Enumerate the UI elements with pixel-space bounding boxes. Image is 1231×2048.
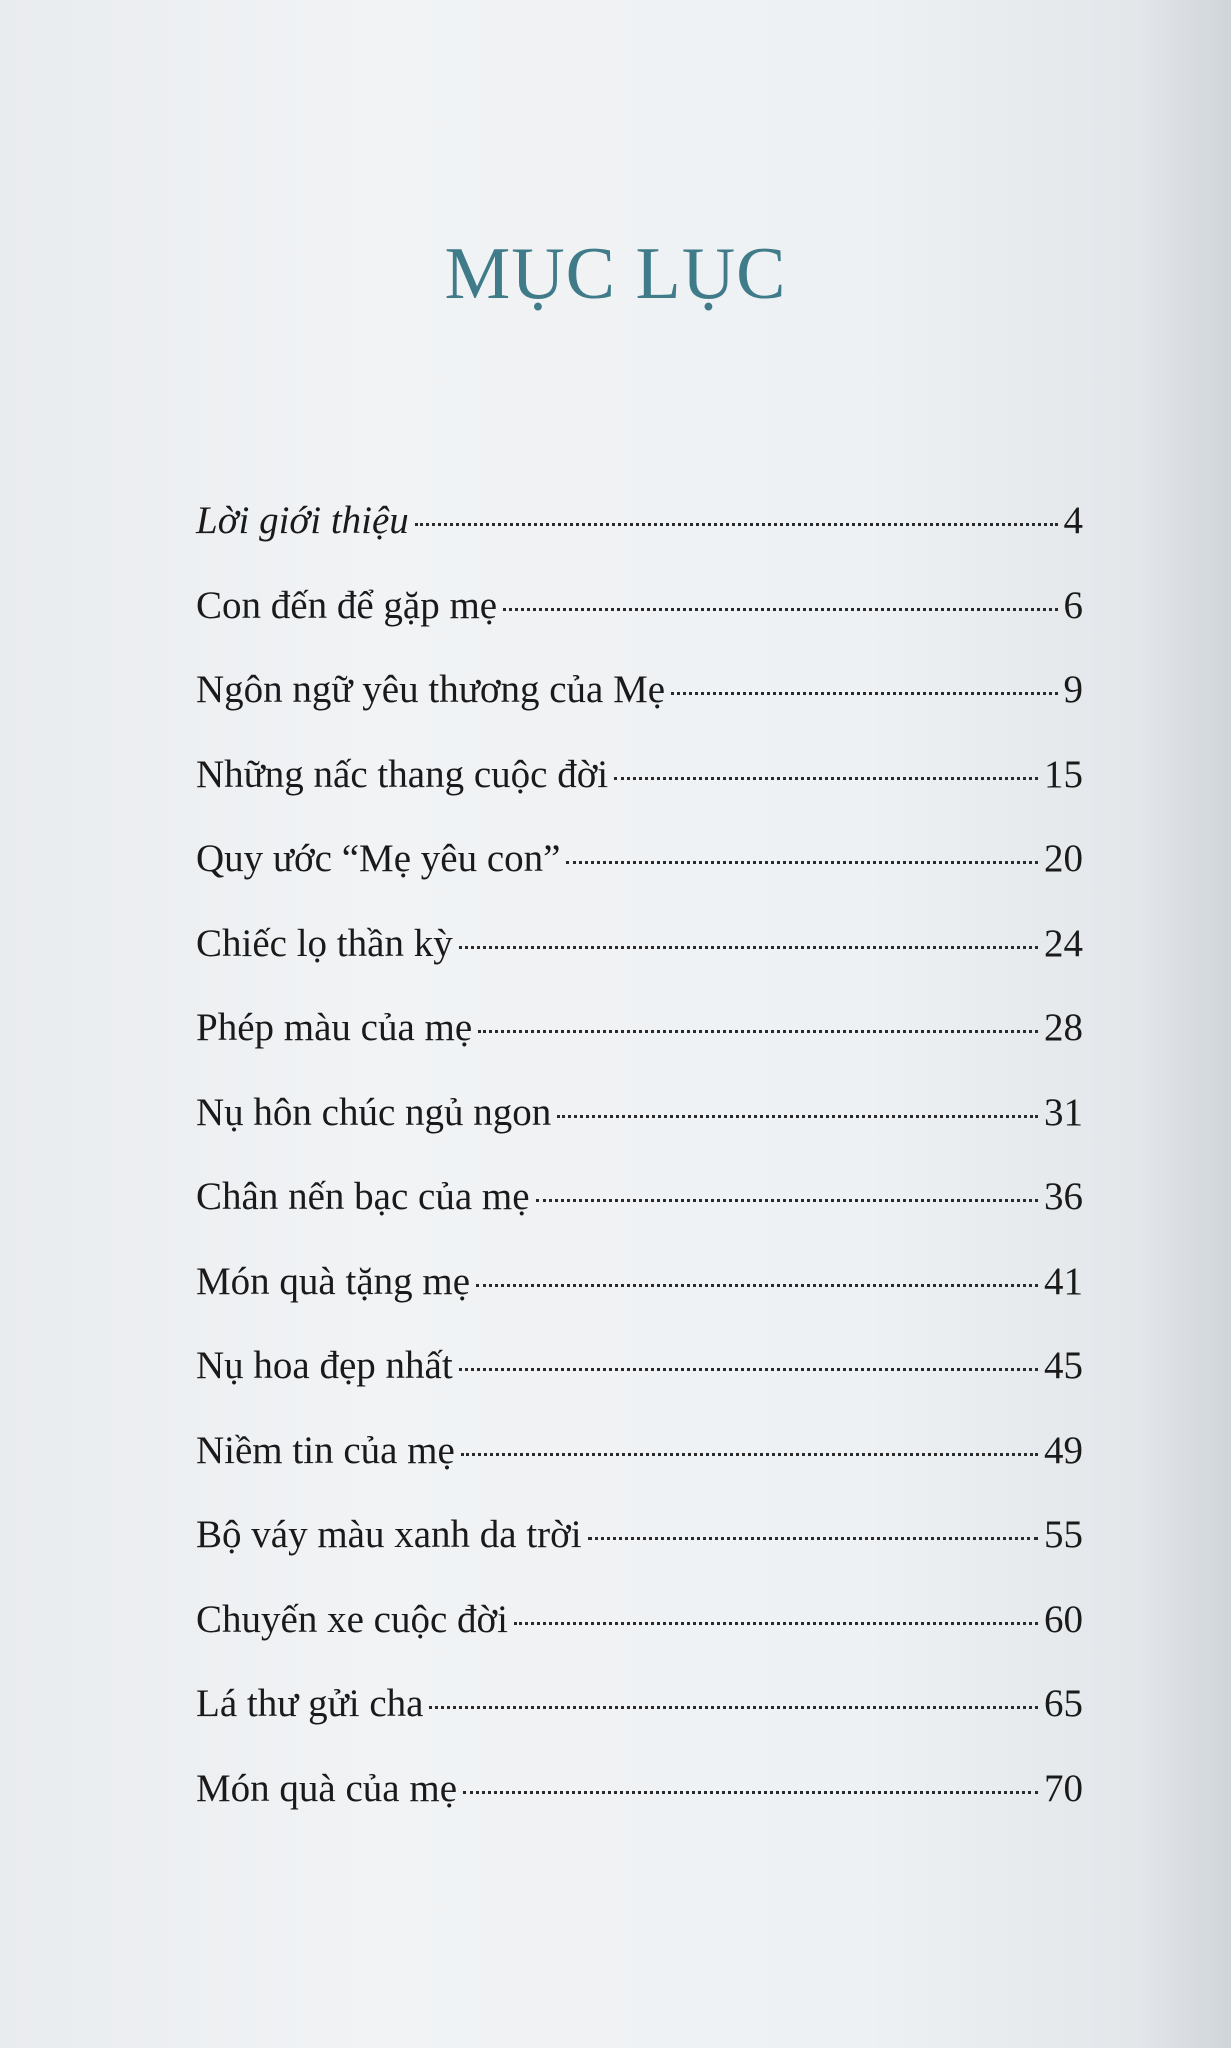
toc-entry-page: 31 bbox=[1044, 1090, 1083, 1134]
toc-entry-page: 41 bbox=[1044, 1259, 1083, 1303]
toc-entry-nu-hon-chuc-ngu-ngon bbox=[196, 1090, 1083, 1175]
table-of-contents bbox=[196, 498, 1083, 1850]
dot-leader bbox=[478, 1030, 1038, 1033]
dot-leader bbox=[557, 1115, 1038, 1118]
toc-entry-niem-tin-cua-me bbox=[196, 1428, 1083, 1513]
toc-entry-label: Phép màu của mẹ bbox=[196, 1006, 473, 1049]
dot-leader bbox=[476, 1284, 1038, 1287]
toc-entry-con-den-de-gap-me bbox=[196, 583, 1083, 668]
toc-entry-chan-nen-bac bbox=[196, 1174, 1083, 1259]
toc-entry-label: Bộ váy màu xanh da trời bbox=[196, 1513, 582, 1556]
toc-entry-label: Lá thư gửi cha bbox=[196, 1682, 424, 1725]
toc-entry-mon-qua-cua-me bbox=[196, 1766, 1083, 1851]
dot-leader bbox=[566, 861, 1038, 864]
dot-leader bbox=[514, 1622, 1038, 1625]
dot-leader bbox=[459, 946, 1038, 949]
toc-entry-page: 70 bbox=[1044, 1766, 1083, 1810]
toc-entry-page: 20 bbox=[1044, 837, 1083, 880]
toc-entry-mon-qua-tang-me bbox=[196, 1259, 1083, 1344]
toc-entry-quy-uoc bbox=[196, 836, 1083, 921]
dot-leader bbox=[461, 1453, 1038, 1456]
toc-entry-label: Chuyến xe cuộc đời bbox=[196, 1597, 508, 1641]
toc-entry-page: 45 bbox=[1044, 1344, 1083, 1387]
dot-leader bbox=[415, 523, 1058, 526]
toc-entry-label: Những nấc thang cuộc đời bbox=[196, 752, 609, 796]
dot-leader bbox=[463, 1791, 1038, 1794]
toc-entry-page: 24 bbox=[1044, 921, 1083, 965]
toc-entry-page: 49 bbox=[1044, 1428, 1083, 1472]
toc-entry-label: Món quà tặng mẹ bbox=[196, 1259, 471, 1303]
dot-leader bbox=[614, 777, 1038, 780]
toc-entry-page: 28 bbox=[1044, 1006, 1083, 1049]
toc-entry-page: 60 bbox=[1044, 1597, 1083, 1641]
dot-leader bbox=[459, 1368, 1038, 1371]
toc-entry-page: 55 bbox=[1044, 1513, 1083, 1556]
toc-entry-chuyen-xe-cuoc-doi bbox=[196, 1597, 1083, 1682]
toc-entry-label: Nụ hoa đẹp nhất bbox=[196, 1344, 453, 1387]
toc-entry-page: 4 bbox=[1063, 499, 1083, 542]
toc-entry-ngon-ngu-yeu-thuong bbox=[196, 667, 1083, 752]
toc-entry-label: Quy ước “Mẹ yêu con” bbox=[196, 837, 561, 880]
toc-entry-page: 6 bbox=[1063, 583, 1083, 627]
toc-entry-bo-vay-mau-xanh bbox=[196, 1512, 1083, 1597]
dot-leader bbox=[536, 1199, 1038, 1202]
dot-leader bbox=[503, 608, 1057, 611]
toc-entry-label: Chiếc lọ thần kỳ bbox=[196, 921, 453, 965]
toc-entry-label: Nụ hôn chúc ngủ ngon bbox=[196, 1090, 552, 1134]
toc-entry-loi-gioi-thieu bbox=[196, 498, 1083, 583]
toc-entry-label: Chân nến bạc của mẹ bbox=[196, 1175, 530, 1218]
dot-leader bbox=[671, 692, 1057, 695]
toc-entry-phep-mau-cua-me bbox=[196, 1005, 1083, 1090]
toc-entry-chiec-lo-than-ky bbox=[196, 921, 1083, 1006]
toc-entry-page: 65 bbox=[1044, 1682, 1083, 1725]
toc-entry-label: Món quà của mẹ bbox=[196, 1766, 458, 1810]
toc-entry-nu-hoa-dep-nhat bbox=[196, 1343, 1083, 1428]
toc-entry-page: 15 bbox=[1044, 752, 1083, 796]
toc-entry-label: Niềm tin của mẹ bbox=[196, 1428, 455, 1472]
toc-entry-page: 9 bbox=[1063, 668, 1083, 711]
toc-entry-label: Lời giới thiệu bbox=[196, 499, 409, 542]
toc-entry-la-thu-gui-cha bbox=[196, 1681, 1083, 1766]
toc-entry-nhung-nac-thang bbox=[196, 752, 1083, 837]
dot-leader bbox=[429, 1706, 1038, 1709]
toc-title: MỤC LỤC bbox=[444, 233, 787, 315]
toc-entry-page: 36 bbox=[1044, 1175, 1083, 1218]
toc-entry-label: Ngôn ngữ yêu thương của Mẹ bbox=[196, 668, 666, 711]
toc-entry-label: Con đến để gặp mẹ bbox=[196, 583, 498, 627]
dot-leader bbox=[588, 1537, 1038, 1540]
